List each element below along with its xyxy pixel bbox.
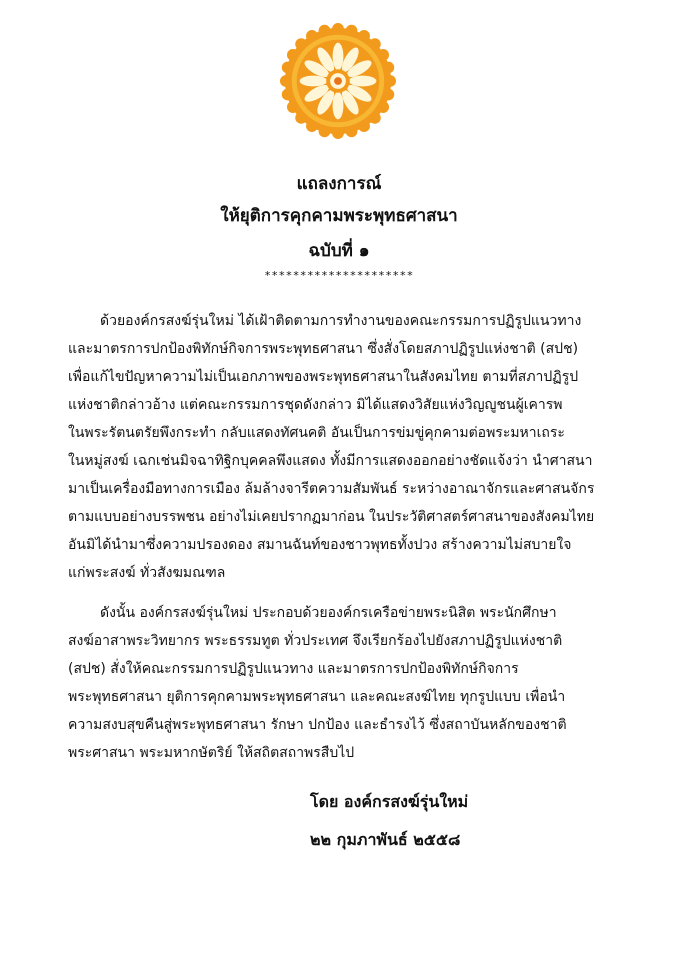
paragraph-1-line: มาเป็นเครื่องมือทางการเมือง ล้มล้างจารีตความสัมพันธ์ ระหว่างอาณาจักรและศาสนจักร — [68, 481, 595, 497]
paragraph-1-line: แก่พระสงฆ์ ทั่วสังฆมณฑล — [68, 565, 226, 581]
paragraph-1-line: และมาตรการปกป้องพิทักษ์กิจการพระพุทธศาสนา ซึ่งสั่งโดยสภาปฏิรูปแห่งชาติ (สปช) — [68, 341, 579, 357]
paragraph-2-line: สงฆ์อาสาพระวิทยากร พระธรรมทูต ทั่วประเทศ จึงเรียกร้องไปยังสภาปฏิรูปแห่งชาติ — [68, 633, 563, 649]
paragraph-2-line: พระพุทธศาสนา ยุติการคุกคามพระพุทธศาสนา และคณะสงฆ์ไทย ทุกรูปแบบ เพื่อนำ — [68, 689, 566, 705]
statement-subtitle: ให้ยุติการคุกคามพระพุทธศาสนา — [220, 206, 458, 226]
paragraph-1-line: ตามแบบอย่างบรรพชน อย่างไม่เคยปรากฏมาก่อน ในประวัติศาสตร์ศาสนาของสังคมไทย — [68, 509, 595, 525]
paragraph-1-line: แห่งชาติกล่าวอ้าง แต่คณะกรรมการชุดดังกล่าว มิได้แสดงวิสัยแห่งวิญญูชนผู้เคารพ — [68, 397, 563, 413]
paragraph-2-line: ความสงบสุขคืนสู่พระพุทธศาสนา รักษา ปกป้อง และธำรงไว้ ซึ่งสถาบันหลักของชาติ — [68, 717, 567, 733]
paragraph-1-line: ในหมู่สงฆ์ เฉกเช่นมิจฉาทิฐิกบุคคลพึงแสดง ทั้งมีการแสดงออกอย่างชัดแจ้งว่า นำศาสนา — [68, 453, 593, 469]
paragraph-2-line: (สปช) สั่งให้คณะกรรมการปฏิรูปแนวทาง และมาตรการปกป้องพิทักษ์กิจการ — [68, 661, 519, 677]
signature-organization: โดย องค์กรสงฆ์รุ่นใหม่ — [310, 792, 469, 811]
paragraph-1-line: ในพระรัตนตรัยพึงกระทำ กลับแสดงทัศนคติ อันเป็นการข่มขู่คุกคามต่อพระมหาเถระ — [68, 425, 565, 441]
statement-title: แถลงการณ์ — [296, 174, 382, 194]
dharma-wheel-icon — [279, 22, 397, 140]
statement-date: ๒๒ กุมภาพันธ์ ๒๕๕๘ — [310, 830, 461, 849]
separator: ********************* — [264, 269, 414, 282]
paragraph-1-line: เพื่อแก้ไขปัญหาความไม่เป็นเอกภาพของพระพุทธศาสนาในสังคมไทย ตามที่สภาปฏิรูป — [68, 369, 579, 385]
paragraph-1-line: ด้วยองค์กรสงฆ์รุ่นใหม่ ได้เฝ้าติดตามการทำงานของคณะกรรมการปฏิรูปแนวทาง — [100, 313, 582, 329]
statement-issue-number: ฉบับที่ ๑ — [308, 241, 370, 261]
paragraph-1-line: อันมิได้นำมาซึ่งความปรองดอง สมานฉันท์ของชาวพุทธทั้งปวง สร้างความไม่สบายใจ — [68, 537, 572, 553]
paragraph-2-line: ดังนั้น องค์กรสงฆ์รุ่นใหม่ ประกอบด้วยองค์กรเครือข่ายพระนิสิต พระนักศึกษา — [100, 605, 557, 621]
paragraph-2-line: พระศาสนา พระมหากษัตริย์ ให้สถิตสถาพรสืบไป — [68, 745, 355, 761]
